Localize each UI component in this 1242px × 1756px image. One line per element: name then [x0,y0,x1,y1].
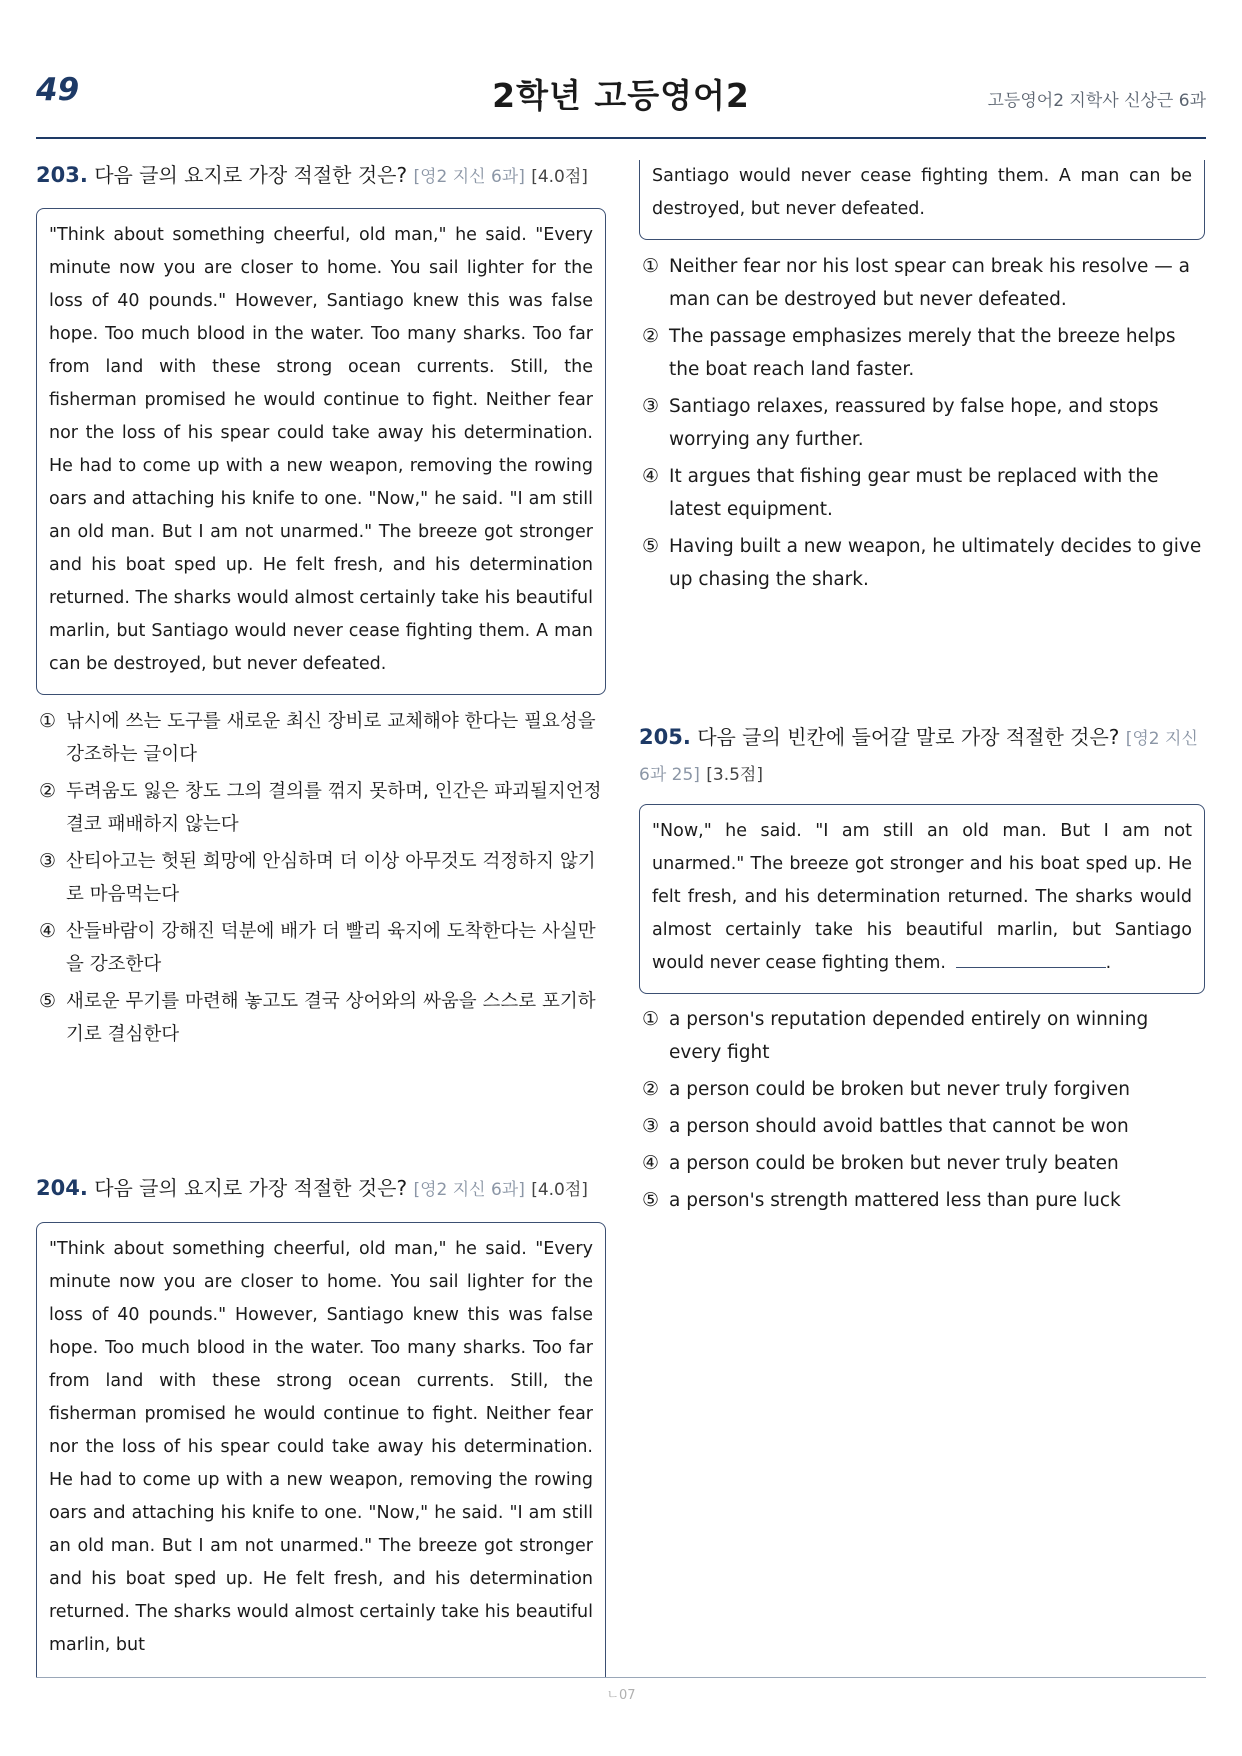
choice-item[interactable] [642,1003,1202,1069]
choice-text: a person could be broken but never truly beaten [669,1153,1119,1174]
choice-text: 산티아고는 헛된 희망에 안심하며 더 이상 아무것도 걱정하지 않기로 마음먹는다 [66,851,596,905]
choice-mark: ⑤ [642,535,660,557]
choice-item[interactable] [642,530,1202,596]
choice-item[interactable] [642,1184,1202,1217]
choice-item[interactable] [642,1147,1202,1180]
choice-mark: ④ [642,465,660,487]
choice-text: a person should avoid battles that cannot be won [669,1116,1129,1137]
footer-rule [36,1677,1206,1678]
page-footer: ㄴ07 [606,1688,636,1703]
question-points: [4.0점] [531,167,588,187]
choice-mark: ⑤ [642,1189,660,1211]
choice-mark: ② [39,780,57,802]
choice-text: It argues that fishing gear must be replaced with the latest equipment. [669,466,1159,520]
choice-mark: ③ [642,1115,660,1137]
choice-text: The passage emphasizes merely that the breeze helps the boat reach land faster. [669,326,1176,380]
choice-item[interactable] [642,250,1202,316]
question-source: [영2 지신 6과] [413,167,525,187]
question-prompt: 다음 글의 빈칸에 들어갈 말로 가장 적절한 것은? [697,725,1120,749]
choice-item[interactable] [642,1110,1202,1143]
choice-text: 낚시에 쓰는 도구를 새로운 최신 장비로 교체해야 한다는 필요성을 강조하는 글이다 [66,711,596,765]
choice-mark: ② [642,1078,660,1100]
choice-item[interactable] [39,985,604,1051]
page-number: 49 [36,72,80,108]
question-points: [3.5점] [706,765,763,785]
passage-text: "Now," he said. "I am still an old man. But I am not unarmed." The breeze got stronger and his boat sped up. He felt fresh, and his determination returned. The sharks would almost certainly take his beautiful marlin, but Santiago would never cease fighting them. [652,821,1192,973]
choice-mark: ① [642,1008,660,1030]
choice-item[interactable] [642,320,1202,386]
question-prompt: 다음 글의 요지로 가장 적절한 것은? [94,163,408,187]
question-prompt: 다음 글의 요지로 가장 적절한 것은? [94,1176,408,1200]
question-number: 203. [36,163,88,187]
question-204-passage-part2: Santiago would never cease fighting them. A man can be destroyed, but never defeated. [639,160,1205,240]
question-203-passage: "Think about something cheerful, old man," he said. "Every minute now you are closer to home. You sail lighter for the loss of 40 pounds." However, Santiago knew this was false hope. Too much blood in the water. Too many sharks. Too far from land with these strong ocean currents. Still, the fisherman promised he would continue to fight. Neither fear nor the loss of his spear could take away his determination. He had to come up with a new weapon, removing the rowing oars and attaching his knife to one. "Now," he said. "I am still an old man. But I am not unarmed." The breeze got stronger and his boat sped up. He felt fresh, and his determination returned. The sharks would almost certainly take his beautiful marlin, but Santiago would never cease fighting them. A man can be destroyed, but never defeated. [36,208,606,695]
choice-text: 새로운 무기를 마련해 놓고도 결국 상어와의 싸움을 스스로 포기하기로 결심한다 [66,991,596,1045]
choice-text: a person could be broken but never truly forgiven [669,1079,1130,1100]
choice-mark: ③ [642,395,660,417]
choice-mark: ⑤ [39,990,57,1012]
choice-text: 산들바람이 강해진 덕분에 배가 더 빨리 육지에 도착한다는 사실만을 강조한다 [66,921,596,975]
page-title: 2학년 고등영어2 [492,76,750,115]
passage-end: . [1105,953,1112,973]
page-subtitle: 고등영어2 지학사 신상근 6과 [987,91,1206,111]
question-205-heading [639,720,1205,792]
question-205-choices [642,1003,1202,1221]
choice-text: 두려움도 잃은 창도 그의 결의를 꺾지 못하며, 인간은 파괴될지언정 결코 패배하지 않는다 [66,781,602,835]
choice-item[interactable] [39,845,604,911]
choice-text: Santiago relaxes, reassured by false hope, and stops worrying any further. [669,396,1159,450]
question-number: 204. [36,1176,88,1200]
question-203-choices [39,705,604,1055]
choice-text: Having built a new weapon, he ultimately decides to give up chasing the shark. [669,536,1202,590]
answer-blank [956,949,1106,968]
question-number: 205. [639,725,691,749]
choice-text: Neither fear nor his lost spear can break his resolve — a man can be destroyed but never defeated. [669,256,1191,310]
choice-mark: ③ [39,850,57,872]
question-203-heading [36,158,606,194]
choice-text: a person's strength mattered less than pure luck [669,1190,1121,1211]
question-source: [영2 지신 6과 25] [639,729,1198,785]
question-source: [영2 지신 6과] [413,1180,525,1200]
choice-item[interactable] [39,915,604,981]
choice-item[interactable] [642,460,1202,526]
choice-mark: ④ [39,920,57,942]
choice-item[interactable] [642,390,1202,456]
choice-mark: ① [39,710,57,732]
choice-text: a person's reputation depended entirely on winning every fight [669,1009,1149,1063]
question-204-heading [36,1171,606,1207]
choice-item[interactable] [642,1073,1202,1106]
question-204-passage-part1: "Think about something cheerful, old man," he said. "Every minute now you are closer to home. You sail lighter for the loss of 40 pounds." However, Santiago knew this was false hope. Too much blood in the water. Too many sharks. Too far from land with these strong ocean currents. Still, the fisherman promised he would continue to fight. Neither fear nor the loss of his spear could take away his determination. He had to come up with a new weapon, removing the rowing oars and attaching his knife to one. "Now," he said. "I am still an old man. But I am not unarmed." The breeze got stronger and his boat sped up. He felt fresh, and his determination returned. The sharks would almost certainly take his beautiful marlin, but [36,1222,606,1677]
choice-mark: ② [642,325,660,347]
header-rule [36,137,1206,139]
choice-item[interactable] [39,775,604,841]
question-points: [4.0점] [531,1180,588,1200]
question-204-choices [642,250,1202,600]
choice-item[interactable] [39,705,604,771]
choice-mark: ① [642,255,660,277]
question-205-passage [639,804,1205,994]
choice-mark: ④ [642,1152,660,1174]
